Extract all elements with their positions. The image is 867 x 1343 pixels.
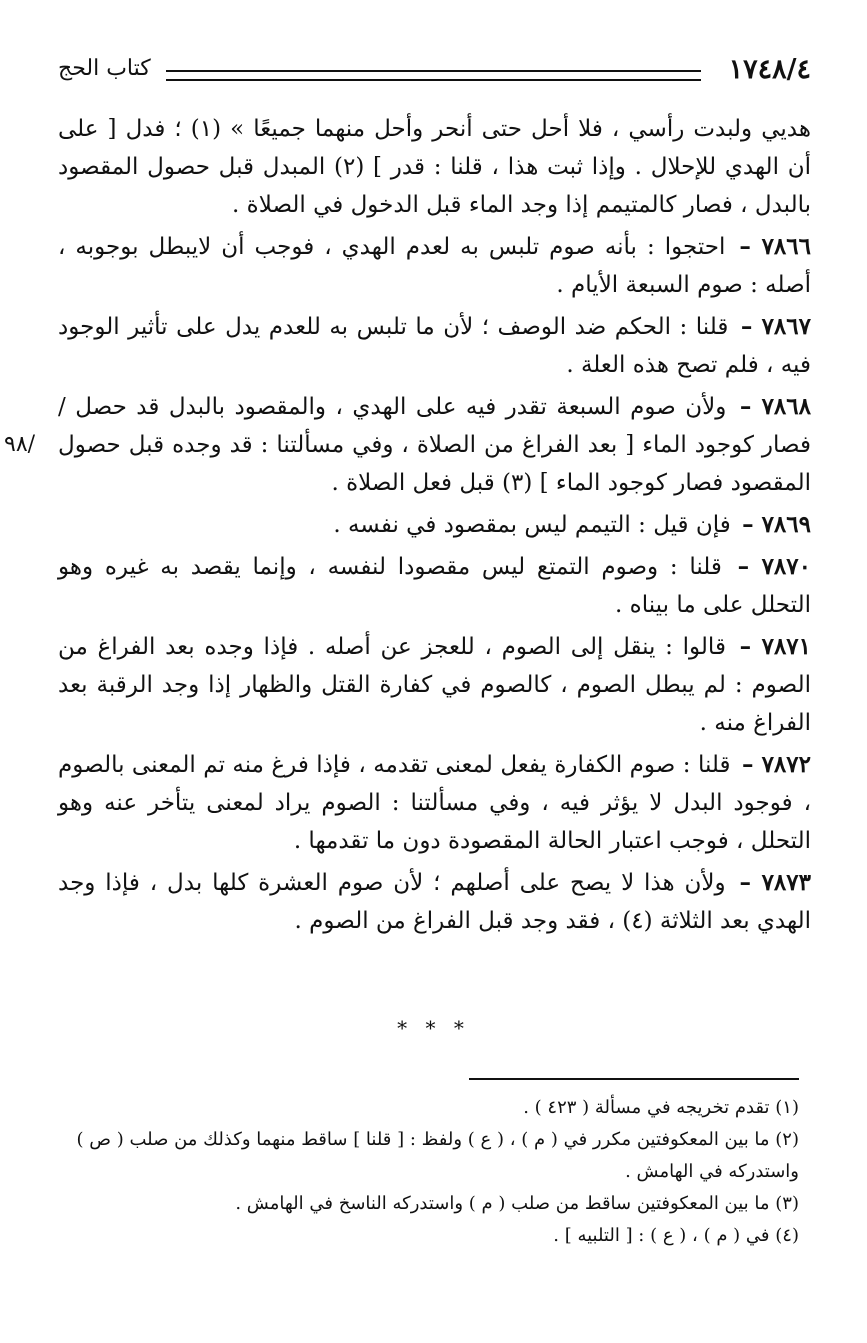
footnote: (٢) ما بين المعكوفتين مكرر في ( م ) ، ( ع ) ولفظ : [ قلنا ] ساقط منهما وكذلك من صلب ( ص ) واستدركه في الهامش .: [76, 1129, 799, 1182]
footnote: (٣) ما بين المعكوفتين ساقط من صلب ( م ) واستدركه الناسخ في الهامش .: [235, 1193, 799, 1214]
page-header: [58, 52, 811, 92]
paragraph: [58, 506, 811, 544]
paragraph: [58, 746, 811, 860]
paragraph-text: قلنا : وصوم التمتع ليس مقصودا لنفسه ، وإنما يقصد به غيره وهو التحلل على ما بيناه .: [58, 554, 811, 618]
paragraph: [58, 864, 811, 940]
paragraph-number: ٧٨٧٠ –: [737, 553, 811, 580]
paragraph-number: ٧٨٦٨ –: [739, 393, 811, 420]
paragraph-text: قلنا : صوم الكفارة يفعل لمعنى تقدمه ، فإذا فرغ منه تم المعنى بالصوم ، فوجود البدل لا يؤثر فيه ، وفي مسألتنا : الصوم يراد لمعنى يتأخر عنه وهو التحلل ، فوجب اعتبار الحالة المقصودة دون ما تقدمها .: [58, 752, 811, 854]
paragraph-number: ٧٨٧١ –: [739, 633, 812, 660]
footnote: (٤) في ( م ) ، ( ع ) : [ التلبيه ] .: [553, 1225, 799, 1246]
paragraph: [58, 110, 811, 224]
paragraph-text: قلنا : الحكم ضد الوصف ؛ لأن ما تلبس به للعدم يدل على تأثير الوجود فيه ، فلم تصح هذه العلة .: [58, 314, 811, 378]
paragraph-text: قالوا : ينقل إلى الصوم ، للعجز عن أصله . فإذا وجده بعد الفراغ من الصوم : لم يبطل الصوم ، كالصوم في كفارة القتل والظهار إذا وجد الرقبة بعد الفراغ منه .: [58, 634, 811, 736]
paragraph-number: ٧٨٦٦ –: [739, 233, 811, 260]
footnote-rule: [469, 1078, 799, 1080]
header-rule: [166, 70, 701, 81]
paragraph: [58, 548, 811, 624]
main-text: [58, 110, 811, 944]
footnote: (١) تقدم تخريجه في مسألة ( ٤٢٣ ) .: [523, 1097, 799, 1118]
paragraph-text: احتجوا : بأنه صوم تلبس به لعدم الهدي ، فوجب أن لايبطل بوجوبه ، أصله : صوم السبعة الأيام .: [58, 234, 811, 298]
paragraph-text: فإن قيل : التيمم ليس بمقصود في نفسه .: [333, 512, 731, 538]
paragraph: [58, 388, 811, 502]
section-separator: * * *: [397, 1016, 470, 1040]
paragraph-number: ٧٨٧٣ –: [739, 869, 811, 896]
book-title: كتاب الحج: [58, 56, 151, 81]
paragraph-text: ولأن صوم السبعة تقدر فيه على الهدي ، والمقصود بالبدل قد حصل / فصار كوجود الماء [ بعد الفراغ من الصلاة ، وفي مسألتنا : قد وجده قبل حصول المقصود فصار كوجود الماء ] (٣) قبل فعل الصلاة .: [58, 394, 811, 496]
paragraph-text: هديي ولبدت رأسي ، فلا أحل حتى أنحر وأحل منهما جميعًا » (١) ؛ فدل [ على أن الهدي للإحلال . وإذا ثبت هذا ، قلنا : قدر ] (٢) المبدل قبل حصول المقصود بالبدل ، فصار كالمتيمم إذا وجد الماء قبل الدخول في الصلاة .: [58, 116, 811, 218]
paragraph: [58, 228, 811, 304]
footnotes: [60, 1092, 799, 1252]
page-number: ١٧٤٨/٤: [728, 54, 811, 85]
paragraph-number: ٧٨٦٩ –: [742, 511, 811, 538]
paragraph: [58, 308, 811, 384]
paragraph-text: ولأن هذا لا يصح على أصلهم ؛ لأن صوم العشرة كلها بدل ، فإذا وجد الهدي بعد الثلاثة (٤) ، فقد وجد قبل الفراغ من الصوم .: [58, 870, 811, 934]
paragraph: [58, 628, 811, 742]
paragraph-number: ٧٨٦٧ –: [740, 313, 811, 340]
margin-page-reference: ٩٨/: [4, 432, 36, 457]
paragraph-number: ٧٨٧٢ –: [741, 751, 811, 778]
